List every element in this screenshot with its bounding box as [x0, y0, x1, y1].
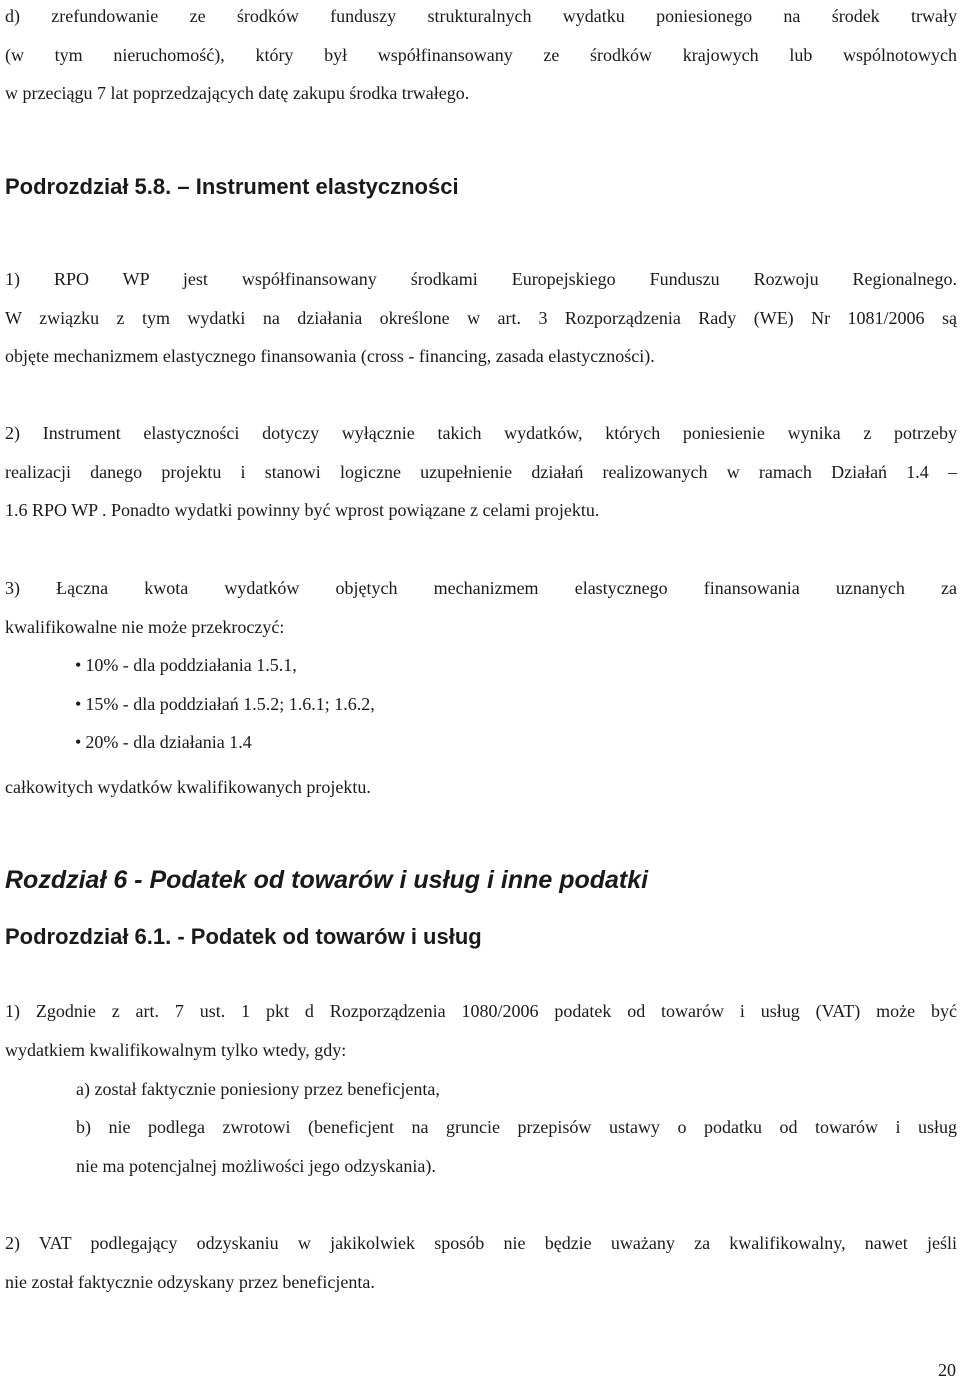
page-number: 20 [938, 1360, 956, 1380]
text-line: 2) Instrument elastyczności dotyczy wyłącznie takich wydatków, których poniesienie wynika z potrzeby [5, 423, 957, 443]
paragraph-5-8-2 [5, 414, 957, 530]
paragraph-d [5, 0, 957, 113]
text-line: a) został faktycznie poniesiony przez beneficjenta, [76, 1079, 440, 1099]
text-line: realizacji danego projektu i stanowi logiczne uzupełnienie działań realizowanych w ramach Działań 1.4 – [5, 461, 957, 482]
text-line: w przeciągu 7 lat poprzedzających datę zakupu środka trwałego. [5, 83, 470, 103]
text-line: 1.6 RPO WP . Ponadto wydatki powinny być wprost powiązane z celami projektu. [5, 500, 600, 520]
text-line: objęte mechanizmem elastycznego finansowania (cross - financing, zasada elastyczności). [5, 346, 655, 366]
paragraph-5-8-1 [5, 260, 957, 376]
text-line: 1) RPO WP jest współfinansowany środkami Europejskiego Funduszu Rozwoju Regionalnego. [5, 269, 957, 289]
text-line: 2) VAT podlegający odzyskaniu w jakikolwiek sposób nie będzie uważany za kwalifikowalny, nawet jeśli [5, 1233, 957, 1253]
text-line: wydatkiem kwalifikowalnym tylko wtedy, gdy: [5, 1039, 347, 1060]
text-line: nie został faktycznie odzyskany przez beneficjenta. [5, 1271, 375, 1292]
paragraph-5-8-3 [5, 569, 957, 646]
text-line: 1) Zgodnie z art. 7 ust. 1 pkt d Rozporządzenia 1080/2006 podatek od towarów i usług (VAT) może być [5, 1001, 957, 1021]
list-item: • 10% - dla poddziałania 1.5.1, [75, 646, 375, 685]
paragraph-6-1-1 [5, 992, 957, 1069]
text-line: kwalifikowalne nie może przekroczyć: [5, 616, 285, 637]
text-line: (w tym nieruchomość), który był współfinansowany ze środków krajowych lub wspólnotowych [5, 44, 957, 65]
list-item: • 15% - dla poddziałań 1.5.2; 1.6.1; 1.6.2, [75, 685, 375, 724]
heading-subchapter-5-8: Podrozdział 5.8. – Instrument elastyczności [5, 174, 459, 199]
paragraph-6-1-b [5, 1108, 957, 1185]
list-item: • 20% - dla działania 1.4 [75, 723, 375, 762]
text-line: całkowitych wydatków kwalifikowanych projektu. [5, 777, 371, 797]
text-line: b) nie podlega zwrotowi (beneficjent na gruncie przepisów ustawy o podatku od towarów i usług [76, 1117, 957, 1137]
heading-chapter-6: Rozdział 6 - Podatek od towarów i usług i inne podatki [5, 866, 649, 894]
paragraph-6-1-a [5, 1070, 957, 1109]
text-line: d) zrefundowanie ze środków funduszy strukturalnych wydatku poniesionego na środek trwały [5, 6, 957, 26]
limits-list [75, 646, 375, 762]
text-line: W związku z tym wydatki na działania określone w art. 3 Rozporządzenia Rady (WE) Nr 1081/2006 są [5, 307, 957, 328]
text-line: 3) Łączna kwota wydatków objętych mechanizmem elastycznego finansowania uznanych za [5, 578, 957, 598]
paragraph-6-1-2 [5, 1224, 957, 1301]
heading-subchapter-6-1: Podrozdział 6.1. - Podatek od towarów i usług [5, 924, 482, 949]
text-line: nie ma potencjalnej możliwości jego odzyskania). [76, 1155, 436, 1176]
paragraph-5-8-3-end [5, 768, 957, 807]
